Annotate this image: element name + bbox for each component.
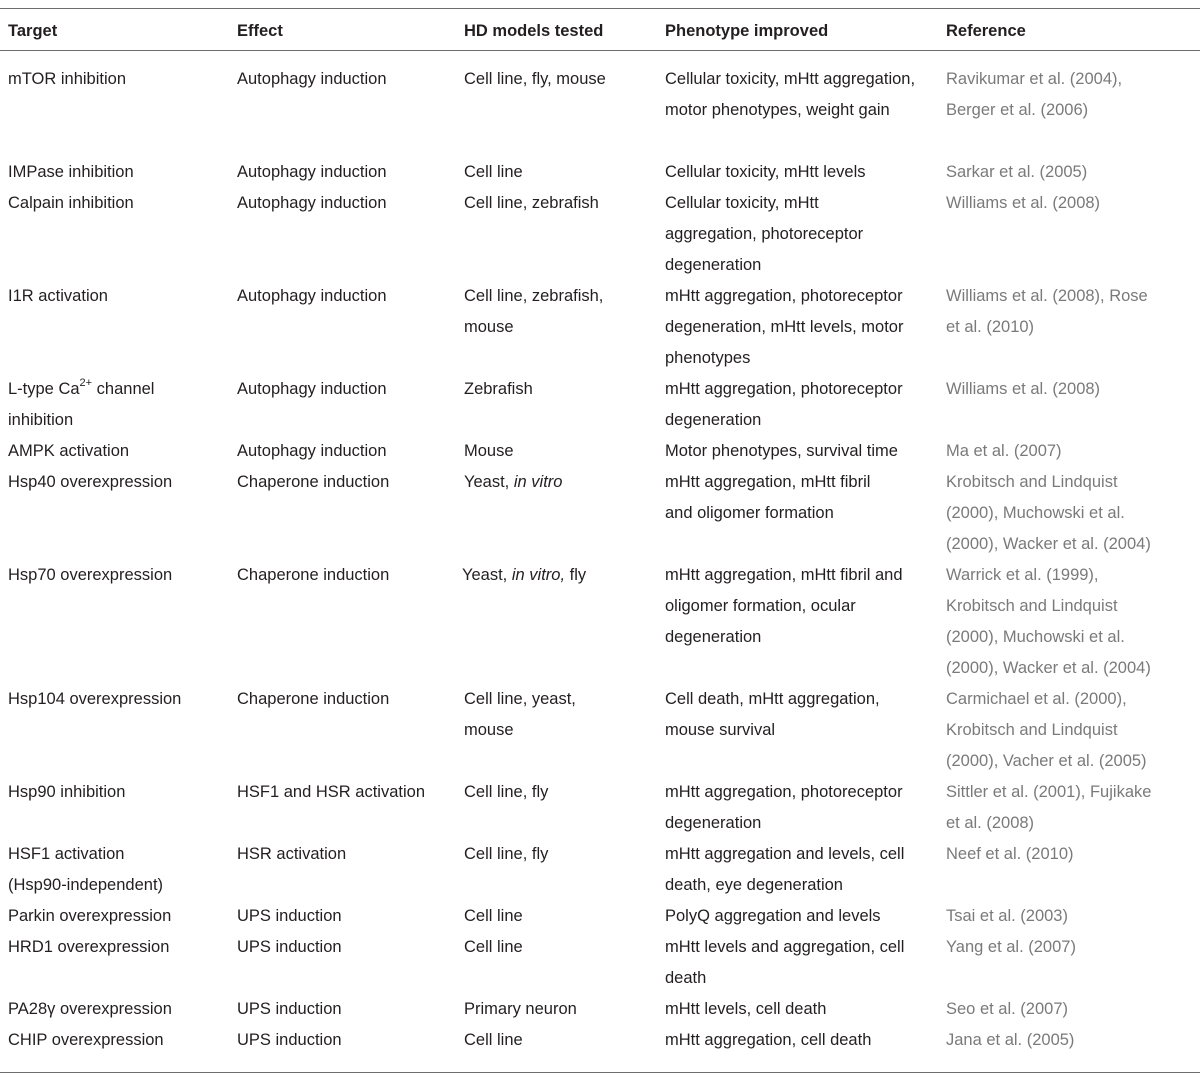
cell-phenotype: mHtt aggregation, cell death: [665, 1031, 872, 1049]
cell-models: Mouse: [464, 442, 514, 460]
cell-target: HRD1 overexpression: [8, 938, 170, 956]
table-body: [0, 64, 1200, 1056]
cell-target: [8, 374, 183, 436]
cell-effect: Autophagy induction: [237, 380, 387, 398]
table-top-rule: [0, 8, 1200, 9]
cell-effect: Chaperone induction: [237, 566, 390, 584]
cell-phenotype: mHtt levels and aggregation, cell death: [665, 938, 905, 987]
cell-models: Cell line: [464, 163, 523, 181]
cell-phenotype: Motor phenotypes, survival time: [665, 442, 898, 460]
cell-effect: Autophagy induction: [237, 287, 387, 305]
cell-reference: Tsai et al. (2003): [946, 907, 1068, 925]
table-row: [0, 188, 1200, 281]
cell-models: Cell line, fly: [464, 845, 549, 863]
cell-effect: UPS induction: [237, 1000, 342, 1018]
cell-target: I1R activation: [8, 287, 108, 305]
cell-phenotype: mHtt aggregation, mHtt fibril and oligomer formation, ocular degeneration: [665, 566, 903, 646]
cell-reference: Sarkar et al. (2005): [946, 163, 1088, 181]
cell-target-text: channel inhibition: [8, 380, 155, 429]
cell-effect: Chaperone induction: [237, 473, 390, 491]
cell-effect: UPS induction: [237, 907, 342, 925]
header-models: HD models tested: [464, 22, 604, 40]
cell-reference: Jana et al. (2005): [946, 1031, 1075, 1049]
cell-reference: Williams et al. (2008): [946, 380, 1101, 398]
table-row: [0, 64, 1200, 157]
table-row: [0, 994, 1200, 1025]
cell-models-italic: in vitro: [513, 473, 563, 491]
cell-reference: Sittler et al. (2001), Fujikake et al. (2008): [946, 783, 1152, 832]
cell-reference: Williams et al. (2008), Rose et al. (2010): [946, 287, 1148, 336]
cell-effect: UPS induction: [237, 938, 342, 956]
superscript-charge: 2+: [79, 376, 93, 389]
cell-models-italic: in vitro,: [511, 566, 566, 584]
cell-reference: Warrick et al. (1999), Krobitsch and Lindquist (2000), Muchowski et al. (2000), Wacker et al. (2004): [946, 566, 1151, 677]
cell-phenotype: mHtt aggregation and levels, cell death, eye degeneration: [665, 845, 905, 894]
cell-phenotype: Cellular toxicity, mHtt levels: [665, 163, 866, 181]
table-row: [0, 901, 1200, 932]
cell-reference: Seo et al. (2007): [946, 1000, 1068, 1018]
header-reference: Reference: [946, 22, 1026, 40]
table-row: [0, 1025, 1200, 1056]
cell-effect: Autophagy induction: [237, 194, 387, 212]
table-row: [0, 281, 1200, 374]
cell-models: Zebrafish: [464, 380, 533, 398]
header-target: Target: [8, 22, 58, 40]
cell-phenotype: mHtt aggregation, photoreceptor degeneration: [665, 380, 903, 429]
cell-models: Primary neuron: [464, 1000, 577, 1018]
cell-reference: Krobitsch and Lindquist (2000), Muchowski et al. (2000), Wacker et al. (2004): [946, 473, 1151, 553]
header-effect: Effect: [237, 22, 283, 40]
cell-models: Cell line, zebrafish: [464, 194, 599, 212]
cell-effect: UPS induction: [237, 1031, 342, 1049]
cell-phenotype: Cellular toxicity, mHtt aggregation, photoreceptor degeneration: [665, 194, 864, 274]
cell-phenotype: Cellular toxicity, mHtt aggregation, motor phenotypes, weight gain: [665, 70, 916, 119]
table-header-rule: [0, 50, 1200, 51]
table-bottom-rule: [0, 1072, 1200, 1073]
cell-models: [464, 467, 654, 498]
cell-models: [462, 560, 652, 591]
cell-models: Cell line: [464, 1031, 523, 1049]
cell-effect: Chaperone induction: [237, 690, 390, 708]
table-row: [0, 777, 1200, 839]
cell-effect: HSF1 and HSR activation: [237, 783, 426, 801]
cell-models-text: fly: [565, 566, 587, 584]
cell-reference: Yang et al. (2007): [946, 938, 1076, 956]
cell-target: Calpain inhibition: [8, 194, 134, 212]
table-row: [0, 436, 1200, 467]
cell-target: PA28γ overexpression: [8, 1000, 172, 1018]
cell-phenotype: PolyQ aggregation and levels: [665, 907, 881, 925]
cell-target: Hsp90 inhibition: [8, 783, 126, 801]
cell-models-text: Yeast,: [464, 473, 514, 491]
cell-phenotype: mHtt levels, cell death: [665, 1000, 827, 1018]
table-row: [0, 157, 1200, 188]
cell-reference: Ma et al. (2007): [946, 442, 1062, 460]
cell-target: Hsp104 overexpression: [8, 690, 182, 708]
cell-models: Cell line, fly: [464, 783, 549, 801]
table-row: [0, 932, 1200, 994]
cell-target: AMPK activation: [8, 442, 130, 460]
cell-phenotype: mHtt aggregation, mHtt fibril and oligomer formation: [665, 473, 871, 522]
cell-effect: Autophagy induction: [237, 70, 387, 88]
cell-target: IMPase inhibition: [8, 163, 134, 181]
cell-reference: Ravikumar et al. (2004), Berger et al. (2006): [946, 70, 1123, 119]
table-row: [0, 560, 1200, 684]
cell-models: Cell line: [464, 938, 523, 956]
cell-models: Cell line, fly, mouse: [464, 70, 606, 88]
table-header: [0, 18, 1200, 44]
cell-target: HSF1 activation (Hsp90-independent): [8, 845, 164, 894]
cell-reference: Carmichael et al. (2000), Krobitsch and Lindquist (2000), Vacher et al. (2005): [946, 690, 1147, 770]
cell-models: Cell line, zebrafish, mouse: [464, 287, 604, 336]
table-row: [0, 374, 1200, 436]
cell-models-text: Yeast,: [462, 566, 512, 584]
cell-effect: HSR activation: [237, 845, 347, 863]
cell-phenotype: Cell death, mHtt aggregation, mouse survival: [665, 690, 880, 739]
cell-target: Parkin overexpression: [8, 907, 172, 925]
table-row: [0, 684, 1200, 777]
cell-reference: Neef et al. (2010): [946, 845, 1074, 863]
cell-phenotype: mHtt aggregation, photoreceptor degeneration, mHtt levels, motor phenotypes: [665, 287, 904, 367]
header-phenotype: Phenotype improved: [665, 22, 829, 40]
table-row: [0, 839, 1200, 901]
cell-target-text: L-type Ca: [8, 380, 80, 398]
cell-models: Cell line: [464, 907, 523, 925]
table-row: [0, 467, 1200, 560]
cell-reference: Williams et al. (2008): [946, 194, 1101, 212]
cell-target: CHIP overexpression: [8, 1031, 164, 1049]
cell-models: Cell line, yeast, mouse: [464, 690, 576, 739]
cell-target: Hsp40 overexpression: [8, 473, 173, 491]
cell-target: Hsp70 overexpression: [8, 566, 173, 584]
cell-target: mTOR inhibition: [8, 70, 126, 88]
cell-effect: Autophagy induction: [237, 442, 387, 460]
cell-phenotype: mHtt aggregation, photoreceptor degeneration: [665, 783, 903, 832]
cell-effect: Autophagy induction: [237, 163, 387, 181]
